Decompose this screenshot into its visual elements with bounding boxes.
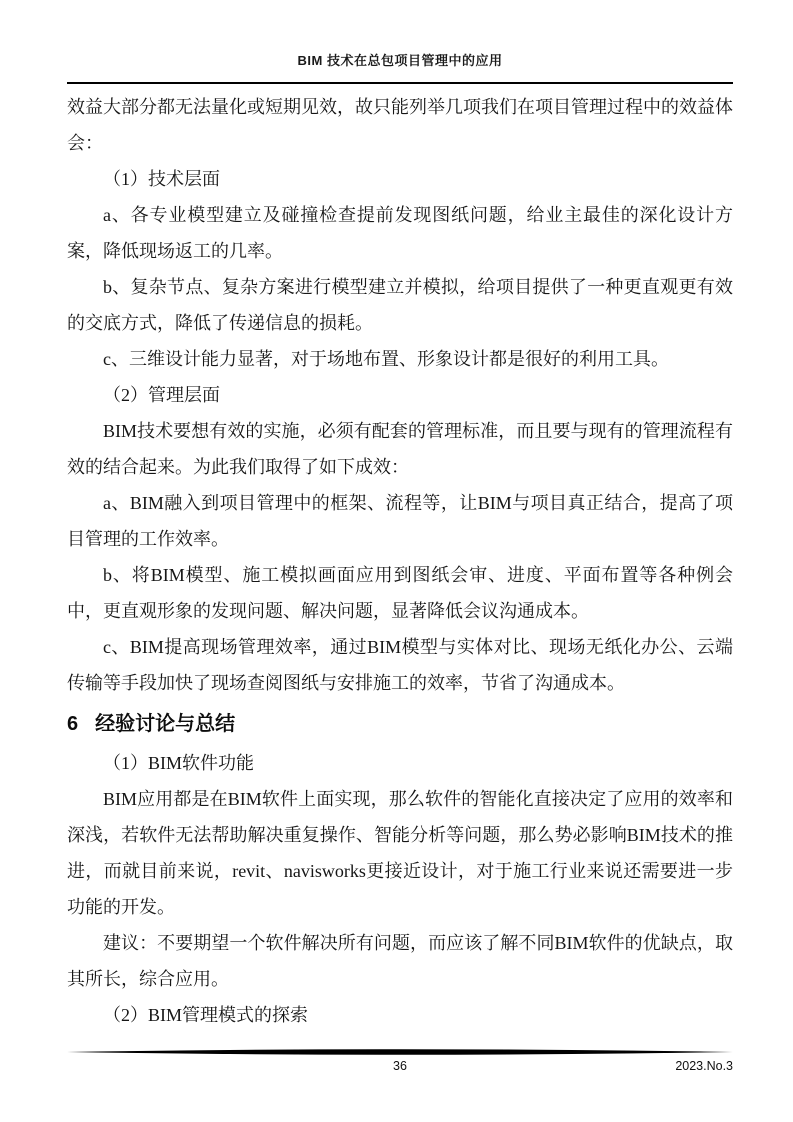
paragraph: （1）技术层面 [103,169,220,189]
footer-row [67,1059,733,1073]
paragraph: BIM技术要想有效的实施，必须有配套的管理标准，而且要与现有的管理流程有效的结合起来。为此我们取得了如下成效： [67,421,733,477]
paragraph: b、复杂节点、复杂方案进行模型建立并模拟，给项目提供了一种更直观更有效的交底方式，降低了传递信息的损耗。 [67,277,733,333]
paragraph: 建议：不要期望一个软件解决所有问题，而应该了解不同BIM软件的优缺点，取其所长，综合应用。 [67,933,733,989]
article-body [67,89,733,1033]
section-number: 6 [67,713,79,735]
paragraph: （1）BIM软件功能 [103,753,255,773]
section-heading [67,706,733,742]
paragraph: 效益大部分都无法量化或短期见效，故只能列举几项我们在项目管理过程中的效益体会： [67,97,733,153]
running-header [67,50,733,84]
paragraph: a、各专业模型建立及碰撞检查提前发现图纸问题，给业主最佳的深化设计方案，降低现场返工的几率。 [67,205,733,261]
paragraph: BIM应用都是在BIM软件上面实现，那么软件的智能化直接决定了应用的效率和深浅，若软件无法帮助解决重复操作、智能分析等问题，那么势必影响BIM技术的推进，而就目前来说，revit、navisworks更接近设计，对于施工行业来说还需要进一步功能的开发。 [67,789,733,917]
section-title: 经验讨论与总结 [95,713,236,735]
footer-bar-rule [67,1048,733,1056]
running-title: BIM 技术在总包项目管理中的应用 [297,53,503,68]
paragraph: a、BIM融入到项目管理中的框架、流程等，让BIM与项目真正结合，提高了项目管理的工作效率。 [67,493,733,549]
paragraph: c、三维设计能力显著，对于场地布置、形象设计都是很好的利用工具。 [103,349,669,369]
paragraph: （2）管理层面 [103,385,220,405]
paragraph: b、将BIM模型、施工模拟画面应用到图纸会审、进度、平面布置等各种例会中，更直观形象的发现问题、解决问题，显著降低会议沟通成本。 [67,565,733,621]
issue-number: 2023.No.3 [675,1059,733,1073]
paragraph: c、BIM提高现场管理效率，通过BIM模型与实体对比、现场无纸化办公、云端传输等手段加快了现场查阅图纸与安排施工的效率，节省了沟通成本。 [67,637,733,693]
header-rule [67,82,733,84]
paragraph: （2）BIM管理模式的探索 [103,1005,309,1025]
page-number: 36 [393,1059,407,1073]
page-footer [67,1048,733,1073]
